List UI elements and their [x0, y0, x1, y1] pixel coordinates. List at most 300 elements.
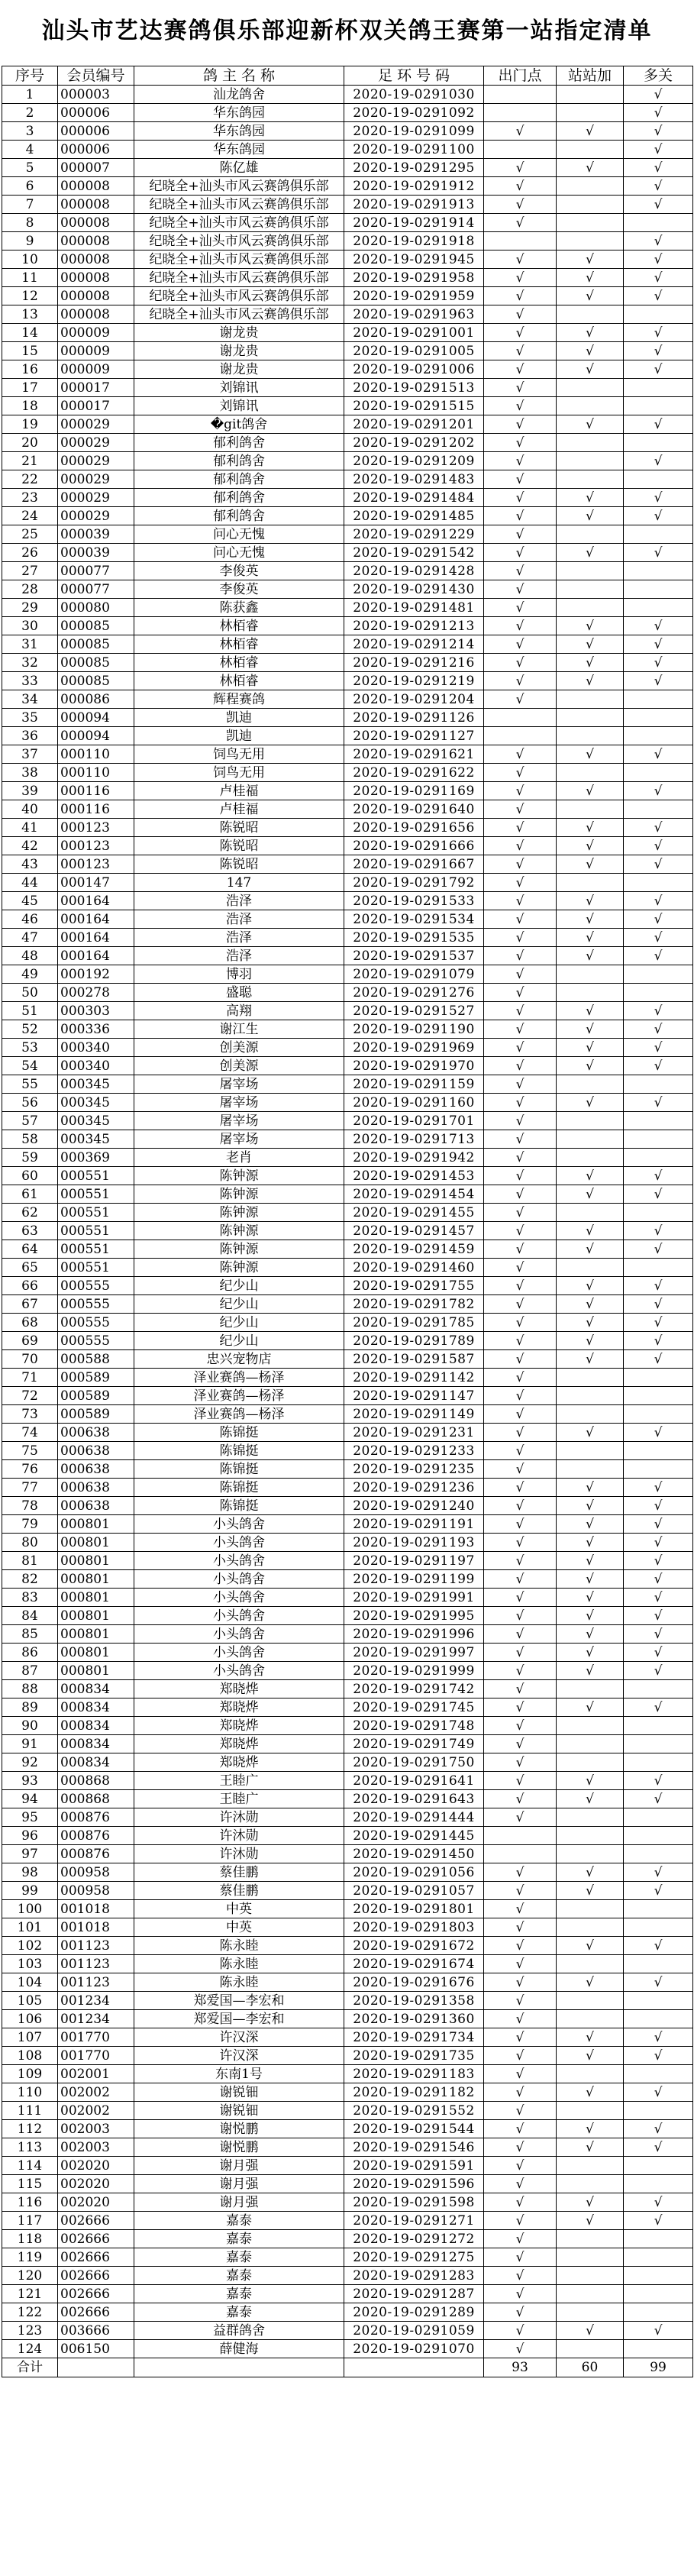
owner-name: 中英 — [134, 1900, 344, 1918]
member-id: 000834 — [58, 1698, 134, 1717]
member-id: 002666 — [58, 2285, 134, 2303]
chumendian-check: √ — [484, 2175, 557, 2193]
table-row — [2, 250, 693, 269]
zhanzhanjia-check — [557, 2065, 624, 2083]
owner-name: 高翔 — [134, 1002, 344, 1020]
ring-number: 2020-19-0291235 — [344, 1460, 484, 1479]
chumendian-check: √ — [484, 910, 557, 929]
duoguan-check: √ — [624, 177, 693, 196]
ring-number: 2020-19-0291204 — [344, 690, 484, 709]
zhanzhanjia-check: √ — [557, 819, 624, 837]
zhanzhanjia-check — [557, 1130, 624, 1149]
table-row — [2, 1662, 693, 1680]
duoguan-check: √ — [624, 2322, 693, 2340]
duoguan-check — [624, 1204, 693, 1222]
member-id: 000801 — [58, 1534, 134, 1552]
zhanzhanjia-check: √ — [557, 947, 624, 965]
row-number: 107 — [2, 2028, 58, 2047]
member-id: 001770 — [58, 2047, 134, 2065]
table-row — [2, 342, 693, 360]
duoguan-check — [624, 2157, 693, 2175]
zhanzhanjia-check: √ — [557, 2120, 624, 2138]
row-number: 122 — [2, 2303, 58, 2322]
table-row — [2, 819, 693, 837]
chumendian-check: √ — [484, 1625, 557, 1644]
zhanzhanjia-check — [557, 1900, 624, 1918]
ring-number: 2020-19-0291287 — [344, 2285, 484, 2303]
table-row — [2, 159, 693, 177]
row-number: 120 — [2, 2267, 58, 2285]
zhanzhanjia-check: √ — [557, 892, 624, 910]
duoguan-check — [624, 1442, 693, 1460]
ring-number: 2020-19-0291527 — [344, 1002, 484, 1020]
chumendian-check: √ — [484, 1405, 557, 1424]
table-row — [2, 1295, 693, 1314]
zhanzhanjia-check: √ — [557, 1185, 624, 1204]
owner-name: 谢月强 — [134, 2193, 344, 2212]
row-number: 76 — [2, 1460, 58, 1479]
row-number: 72 — [2, 1387, 58, 1405]
table-row — [2, 2340, 693, 2358]
row-number: 99 — [2, 1882, 58, 1900]
table-row — [2, 507, 693, 525]
row-number: 49 — [2, 965, 58, 984]
table-row — [2, 1973, 693, 1992]
ring-number: 2020-19-0291213 — [344, 617, 484, 635]
ring-number: 2020-19-0291056 — [344, 1863, 484, 1882]
zhanzhanjia-check — [557, 1845, 624, 1863]
owner-name: 纪晓全+汕头市风云赛鸽俱乐部 — [134, 214, 344, 232]
total-duoguan: 99 — [624, 2358, 693, 2377]
ring-number: 2020-19-0291591 — [344, 2157, 484, 2175]
member-id: 000638 — [58, 1424, 134, 1442]
duoguan-check: √ — [624, 1332, 693, 1350]
table-row — [2, 525, 693, 544]
owner-name: 陈锐昭 — [134, 819, 344, 837]
member-id: 000868 — [58, 1790, 134, 1808]
chumendian-check: √ — [484, 2083, 557, 2102]
duoguan-check: √ — [624, 489, 693, 507]
duoguan-check — [624, 764, 693, 782]
chumendian-check — [484, 1845, 557, 1863]
zhanzhanjia-check: √ — [557, 1607, 624, 1625]
zhanzhanjia-check — [557, 232, 624, 250]
owner-name: 谢龙贵 — [134, 360, 344, 379]
member-id: 000085 — [58, 654, 134, 672]
table-row — [2, 1020, 693, 1039]
ring-number: 2020-19-0291643 — [344, 1790, 484, 1808]
row-number: 71 — [2, 1369, 58, 1387]
table-row — [2, 984, 693, 1002]
ring-number: 2020-19-0291453 — [344, 1167, 484, 1185]
owner-name: 林栢睿 — [134, 672, 344, 690]
member-id: 000029 — [58, 434, 134, 452]
table-row — [2, 86, 693, 104]
zhanzhanjia-check: √ — [557, 1039, 624, 1057]
member-id: 000017 — [58, 379, 134, 397]
duoguan-check: √ — [624, 159, 693, 177]
row-number: 26 — [2, 544, 58, 562]
zhanzhanjia-check: √ — [557, 1552, 624, 1570]
table-row — [2, 305, 693, 324]
ring-number: 2020-19-0291197 — [344, 1552, 484, 1570]
zhanzhanjia-check — [557, 196, 624, 214]
zhanzhanjia-check: √ — [557, 1570, 624, 1589]
member-id: 000876 — [58, 1808, 134, 1827]
duoguan-check — [624, 1900, 693, 1918]
duoguan-check: √ — [624, 1094, 693, 1112]
ring-number: 2020-19-0291444 — [344, 1808, 484, 1827]
owner-name: 泽业赛鸽—杨泽 — [134, 1405, 344, 1424]
row-number: 12 — [2, 287, 58, 305]
owner-name: 凯迪 — [134, 709, 344, 727]
zhanzhanjia-check: √ — [557, 1167, 624, 1185]
zhanzhanjia-check — [557, 86, 624, 104]
owner-name: 纪晓全+汕头市风云赛鸽俱乐部 — [134, 196, 344, 214]
chumendian-check: √ — [484, 1955, 557, 1973]
row-number: 14 — [2, 324, 58, 342]
row-number: 27 — [2, 562, 58, 580]
row-number: 69 — [2, 1332, 58, 1350]
zhanzhanjia-check: √ — [557, 489, 624, 507]
ring-number: 2020-19-0291483 — [344, 470, 484, 489]
zhanzhanjia-check — [557, 1753, 624, 1772]
duoguan-check — [624, 1827, 693, 1845]
duoguan-check: √ — [624, 1185, 693, 1204]
table-row — [2, 1039, 693, 1057]
duoguan-check — [624, 580, 693, 599]
ring-number: 2020-19-0291358 — [344, 1992, 484, 2010]
owner-name: 林栢睿 — [134, 654, 344, 672]
zhanzhanjia-check: √ — [557, 1350, 624, 1369]
table-row — [2, 562, 693, 580]
duoguan-check: √ — [624, 819, 693, 837]
owner-name: 嘉泰 — [134, 2285, 344, 2303]
row-number: 111 — [2, 2102, 58, 2120]
zhanzhanjia-check — [557, 1955, 624, 1973]
ring-number: 2020-19-0291147 — [344, 1387, 484, 1405]
member-id: 000009 — [58, 342, 134, 360]
duoguan-check: √ — [624, 2193, 693, 2212]
chumendian-check: √ — [484, 1039, 557, 1057]
member-id: 003666 — [58, 2322, 134, 2340]
owner-name: 陈锦挺 — [134, 1460, 344, 1479]
row-number: 9 — [2, 232, 58, 250]
row-number: 7 — [2, 196, 58, 214]
zhanzhanjia-check — [557, 2267, 624, 2285]
duoguan-check — [624, 599, 693, 617]
zhanzhanjia-check: √ — [557, 1644, 624, 1662]
zhanzhanjia-check: √ — [557, 2028, 624, 2047]
duoguan-check: √ — [624, 1350, 693, 1369]
chumendian-check: √ — [484, 2248, 557, 2267]
row-number: 95 — [2, 1808, 58, 1827]
owner-name: 屠宰场 — [134, 1094, 344, 1112]
ring-number: 2020-19-0291202 — [344, 434, 484, 452]
ring-number: 2020-19-0291276 — [344, 984, 484, 1002]
member-id: 000116 — [58, 800, 134, 819]
owner-name: 陈锦挺 — [134, 1497, 344, 1515]
table-row — [2, 2083, 693, 2102]
row-number: 113 — [2, 2138, 58, 2157]
chumendian-check — [484, 727, 557, 745]
zhanzhanjia-check: √ — [557, 635, 624, 654]
member-id: 000029 — [58, 415, 134, 434]
row-number: 51 — [2, 1002, 58, 1020]
ring-number: 2020-19-0291092 — [344, 104, 484, 122]
chumendian-check: √ — [484, 2028, 557, 2047]
duoguan-check — [624, 2267, 693, 2285]
ring-number: 2020-19-0291621 — [344, 745, 484, 764]
member-id: 000029 — [58, 507, 134, 525]
table-row — [2, 709, 693, 727]
ring-number: 2020-19-0291005 — [344, 342, 484, 360]
ring-number: 2020-19-0291460 — [344, 1259, 484, 1277]
zhanzhanjia-check — [557, 1717, 624, 1735]
owner-name: 陈锦挺 — [134, 1442, 344, 1460]
row-number: 116 — [2, 2193, 58, 2212]
member-id: 000085 — [58, 672, 134, 690]
member-id: 000029 — [58, 489, 134, 507]
owner-name: 林栢睿 — [134, 617, 344, 635]
table-row — [2, 2010, 693, 2028]
row-number: 88 — [2, 1680, 58, 1698]
chumendian-check: √ — [484, 2047, 557, 2065]
ring-number: 2020-19-0291742 — [344, 1680, 484, 1698]
member-id: 000039 — [58, 525, 134, 544]
ring-number: 2020-19-0291785 — [344, 1314, 484, 1332]
owner-name: 小头鸽舍 — [134, 1644, 344, 1662]
member-id: 000551 — [58, 1259, 134, 1277]
chumendian-check: √ — [484, 214, 557, 232]
owner-name: 盛聪 — [134, 984, 344, 1002]
ring-number: 2020-19-0291587 — [344, 1350, 484, 1369]
member-id: 000801 — [58, 1515, 134, 1534]
ring-number: 2020-19-0291672 — [344, 1937, 484, 1955]
duoguan-check: √ — [624, 1790, 693, 1808]
chumendian-check: √ — [484, 1662, 557, 1680]
duoguan-check — [624, 690, 693, 709]
row-number: 83 — [2, 1589, 58, 1607]
member-id: 000801 — [58, 1607, 134, 1625]
chumendian-check: √ — [484, 617, 557, 635]
chumendian-check: √ — [484, 672, 557, 690]
chumendian-check: √ — [484, 2303, 557, 2322]
ring-number: 2020-19-0291535 — [344, 929, 484, 947]
chumendian-check: √ — [484, 1680, 557, 1698]
member-id: 000164 — [58, 892, 134, 910]
ring-number: 2020-19-0291209 — [344, 452, 484, 470]
zhanzhanjia-check: √ — [557, 1240, 624, 1259]
duoguan-check: √ — [624, 654, 693, 672]
duoguan-check: √ — [624, 287, 693, 305]
member-id: 000801 — [58, 1570, 134, 1589]
member-id: 000876 — [58, 1845, 134, 1863]
duoguan-check — [624, 984, 693, 1002]
row-number: 35 — [2, 709, 58, 727]
chumendian-check: √ — [484, 269, 557, 287]
row-number: 62 — [2, 1204, 58, 1222]
member-id: 000080 — [58, 599, 134, 617]
duoguan-check: √ — [624, 1277, 693, 1295]
zhanzhanjia-check — [557, 525, 624, 544]
table-row — [2, 2175, 693, 2193]
member-id: 000192 — [58, 965, 134, 984]
duoguan-check: √ — [624, 1589, 693, 1607]
member-id: 000029 — [58, 452, 134, 470]
zhanzhanjia-check: √ — [557, 2212, 624, 2230]
row-number: 55 — [2, 1075, 58, 1094]
chumendian-check: √ — [484, 1369, 557, 1387]
member-id: 000555 — [58, 1314, 134, 1332]
ring-number: 2020-19-0291360 — [344, 2010, 484, 2028]
ring-number: 2020-19-0291236 — [344, 1479, 484, 1497]
zhanzhanjia-check: √ — [557, 1094, 624, 1112]
duoguan-check: √ — [624, 2028, 693, 2047]
row-number: 119 — [2, 2248, 58, 2267]
member-id: 000077 — [58, 580, 134, 599]
duoguan-check: √ — [624, 837, 693, 855]
owner-name: 纪晓全+汕头市风云赛鸽俱乐部 — [134, 269, 344, 287]
zhanzhanjia-check: √ — [557, 1662, 624, 1680]
row-number: 57 — [2, 1112, 58, 1130]
duoguan-check — [624, 305, 693, 324]
row-number: 46 — [2, 910, 58, 929]
duoguan-check — [624, 470, 693, 489]
row-number: 97 — [2, 1845, 58, 1863]
table-row — [2, 1827, 693, 1845]
duoguan-check: √ — [624, 892, 693, 910]
chumendian-check: √ — [484, 1167, 557, 1185]
ring-number: 2020-19-0291914 — [344, 214, 484, 232]
owner-name: 谢锐钿 — [134, 2083, 344, 2102]
duoguan-check: √ — [624, 1882, 693, 1900]
ring-number: 2020-19-0291641 — [344, 1772, 484, 1790]
zhanzhanjia-check — [557, 1112, 624, 1130]
chumendian-check: √ — [484, 2267, 557, 2285]
duoguan-check: √ — [624, 196, 693, 214]
chumendian-check: √ — [484, 360, 557, 379]
row-number: 15 — [2, 342, 58, 360]
zhanzhanjia-check: √ — [557, 507, 624, 525]
ring-number: 2020-19-0291454 — [344, 1185, 484, 1204]
duoguan-check: √ — [624, 2083, 693, 2102]
zhanzhanjia-check — [557, 874, 624, 892]
owner-name: 纪少山 — [134, 1314, 344, 1332]
ring-number: 2020-19-0291734 — [344, 2028, 484, 2047]
zhanzhanjia-check — [557, 2248, 624, 2267]
ring-number: 2020-19-0291656 — [344, 819, 484, 837]
column-header-owner-name: 鸽 主 名 称 — [134, 66, 344, 86]
member-id: 000085 — [58, 617, 134, 635]
owner-name: 小头鸽舍 — [134, 1515, 344, 1534]
table-row — [2, 1570, 693, 1589]
chumendian-check: √ — [484, 1790, 557, 1808]
duoguan-check — [624, 2102, 693, 2120]
ring-number: 2020-19-0291750 — [344, 1753, 484, 1772]
duoguan-check — [624, 525, 693, 544]
owner-name: 陈锐昭 — [134, 855, 344, 874]
row-number: 70 — [2, 1350, 58, 1369]
zhanzhanjia-check — [557, 2102, 624, 2120]
ring-number: 2020-19-0291160 — [344, 1094, 484, 1112]
ring-number: 2020-19-0291229 — [344, 525, 484, 544]
chumendian-check: √ — [484, 1112, 557, 1130]
row-number: 123 — [2, 2322, 58, 2340]
owner-name: 谢龙贵 — [134, 342, 344, 360]
duoguan-check — [624, 2248, 693, 2267]
member-id: 000551 — [58, 1167, 134, 1185]
row-number: 105 — [2, 1992, 58, 2010]
member-id: 000589 — [58, 1387, 134, 1405]
member-id: 002666 — [58, 2267, 134, 2285]
totals-row — [2, 2358, 693, 2377]
duoguan-check — [624, 709, 693, 727]
table-row — [2, 1790, 693, 1808]
ring-number: 2020-19-0291918 — [344, 232, 484, 250]
chumendian-check — [484, 1827, 557, 1845]
ring-number: 2020-19-0291544 — [344, 2120, 484, 2138]
zhanzhanjia-check: √ — [557, 2322, 624, 2340]
table-row — [2, 1479, 693, 1497]
totals-label: 合计 — [2, 2358, 58, 2377]
member-id: 000006 — [58, 104, 134, 122]
owner-name: 陈永睦 — [134, 1937, 344, 1955]
chumendian-check: √ — [484, 196, 557, 214]
member-id: 000123 — [58, 819, 134, 837]
row-number: 58 — [2, 1130, 58, 1149]
member-id: 000340 — [58, 1057, 134, 1075]
member-id: 006150 — [58, 2340, 134, 2358]
member-id: 000007 — [58, 159, 134, 177]
chumendian-check: √ — [484, 1973, 557, 1992]
ring-number: 2020-19-0291999 — [344, 1662, 484, 1680]
table-row — [2, 1185, 693, 1204]
row-number: 45 — [2, 892, 58, 910]
ring-number: 2020-19-0291713 — [344, 1130, 484, 1149]
owner-name: 谢悦鹏 — [134, 2120, 344, 2138]
table-row — [2, 1607, 693, 1625]
row-number: 67 — [2, 1295, 58, 1314]
table-row — [2, 672, 693, 690]
duoguan-check: √ — [624, 360, 693, 379]
row-number: 4 — [2, 141, 58, 159]
chumendian-check: √ — [484, 1185, 557, 1204]
member-id: 000345 — [58, 1112, 134, 1130]
ring-number: 2020-19-0291430 — [344, 580, 484, 599]
duoguan-check: √ — [624, 104, 693, 122]
row-number: 108 — [2, 2047, 58, 2065]
owner-name: 纪少山 — [134, 1295, 344, 1314]
chumendian-check: √ — [484, 1240, 557, 1259]
ring-number: 2020-19-0291149 — [344, 1405, 484, 1424]
chumendian-check: √ — [484, 2138, 557, 2157]
member-id: 000958 — [58, 1863, 134, 1882]
row-number: 92 — [2, 1753, 58, 1772]
chumendian-check: √ — [484, 947, 557, 965]
zhanzhanjia-check — [557, 764, 624, 782]
owner-name: 郑晓烨 — [134, 1698, 344, 1717]
duoguan-check: √ — [624, 929, 693, 947]
owner-name: 辉程赛鸽 — [134, 690, 344, 709]
table-row — [2, 764, 693, 782]
member-id: 000834 — [58, 1753, 134, 1772]
owner-name: 谢月强 — [134, 2157, 344, 2175]
member-id: 002003 — [58, 2120, 134, 2138]
row-number: 6 — [2, 177, 58, 196]
row-number: 33 — [2, 672, 58, 690]
table-row — [2, 947, 693, 965]
